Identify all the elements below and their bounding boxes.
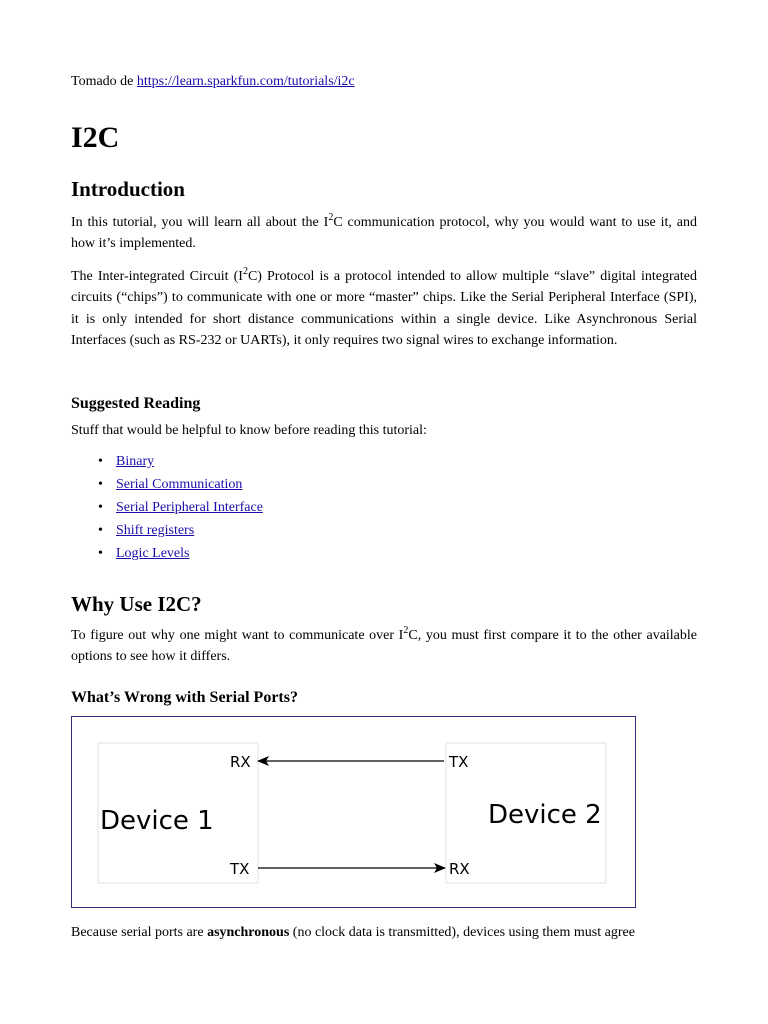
device1-label: Device 1 [100,806,214,836]
link-shift-registers[interactable]: Shift registers [116,523,195,539]
intro-paragraph-2 [71,266,697,351]
list-item [71,450,263,473]
suggested-reading-intro: Stuff that would be helpful to know before reading this tutorial: [71,423,427,438]
intro-p2-text-a: The Inter-integrated Circuit (I [71,269,243,284]
why-use-text-b: C, you must first compare it to the other available options to see how it differs. [71,628,697,665]
page-title: I2C [71,121,120,154]
source-line [71,72,355,92]
link-binary[interactable]: Binary [116,454,155,469]
list-item [71,519,263,542]
suggested-reading-heading: Suggested Reading [71,395,201,412]
device1-tx-label: TX [230,860,250,878]
intro-p2-sup: 2 [242,266,248,277]
intro-p1-text-a: In this tutorial, you will learn all about the I [71,215,329,230]
why-use-sup: 2 [403,625,409,636]
device2-label: Device 2 [488,800,602,830]
source-link[interactable]: https://learn.sparkfun.com/tutorials/i2c [136,74,355,89]
link-serial-communication[interactable]: Serial Communication [116,477,243,493]
device2-rx-label: RX [449,860,470,878]
serial-text-bold: asynchronous [207,925,290,940]
list-item [71,496,263,519]
intro-p1-sup: 2 [328,212,334,223]
intro-p1-text-b: C communication protocol, why you would want to use it, and how it’s implemented. [71,215,697,252]
serial-text-a: Because serial ports are [71,925,208,940]
suggested-reading-list [71,450,263,565]
why-use-heading: Why Use I2C? [71,592,202,616]
serial-ports-heading: What’s Wrong with Serial Ports? [71,689,298,706]
why-use-paragraph [71,625,697,668]
device2-tx-label: TX [449,753,469,771]
serial-text-b: (no clock data is transmitted), devices using them must agree [289,925,635,940]
list-item [71,542,263,565]
serial-ports-paragraph [71,922,697,943]
serial-diagram [71,716,636,908]
list-item [71,473,263,496]
source-prefix: Tomado de [71,74,137,89]
device1-rx-label: RX [230,753,251,771]
intro-p2-text-b: C) Protocol is a protocol intended to allow multiple “slave” digital integrated circuits (“chips”) to communicate with one or more “master” chips. Like the Serial Peripheral Interface (SPI), it is only intended for short distance communications within a single device. Like Asynchronous Serial Interfaces (such as RS-232 or UARTs), it only requires two signal wires to exchange information. [71,269,698,348]
link-logic-levels[interactable]: Logic Levels [116,546,190,562]
introduction-heading: Introduction [71,177,185,201]
why-use-text-a: To figure out why one might want to communicate over I [71,628,404,643]
intro-paragraph-1 [71,212,697,255]
serial-diagram-svg [72,717,637,909]
link-serial-peripheral-interface[interactable]: Serial Peripheral Interface [116,500,263,516]
